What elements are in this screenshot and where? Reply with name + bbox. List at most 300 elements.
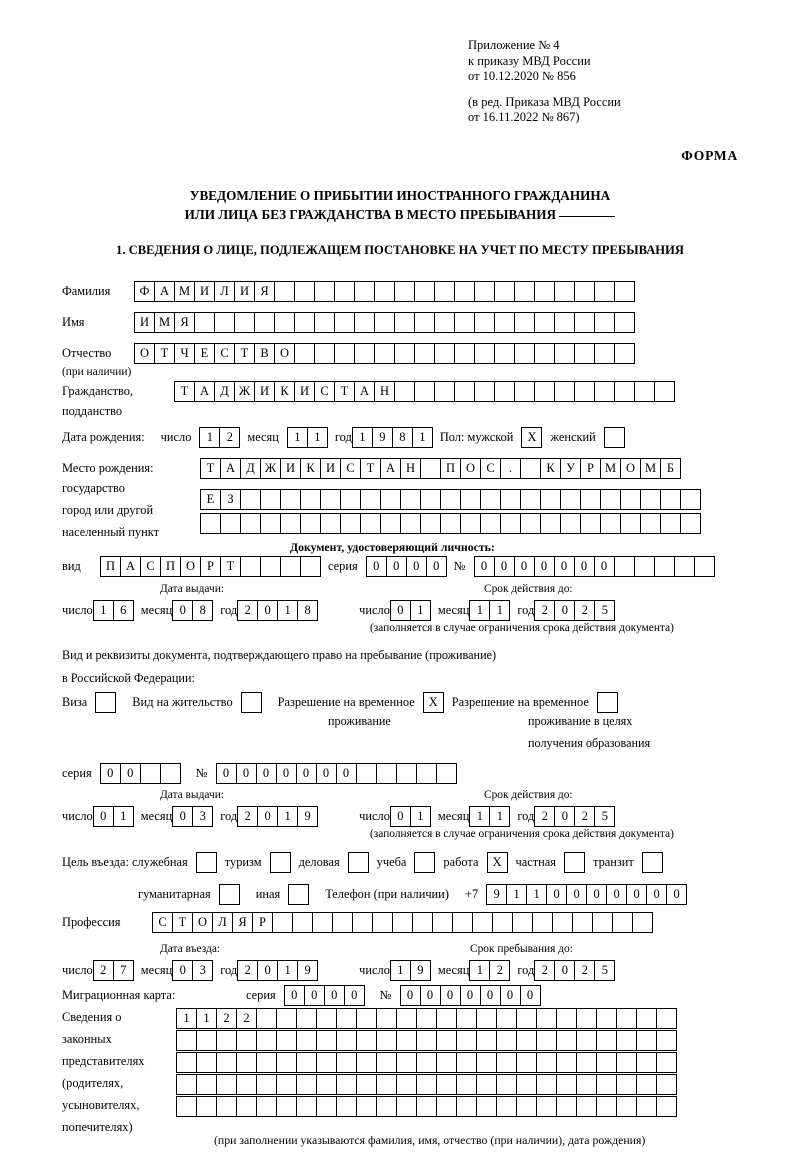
char-cell[interactable]: О (620, 458, 641, 479)
representatives-line-3-input[interactable] (176, 1052, 676, 1073)
char-cell[interactable] (536, 1030, 557, 1051)
char-cell[interactable] (500, 489, 521, 510)
char-cell[interactable]: 0 (257, 806, 278, 827)
char-cell[interactable]: Д (214, 381, 235, 402)
char-cell[interactable] (160, 763, 181, 784)
entry-day-input[interactable] (93, 960, 133, 981)
char-cell[interactable] (280, 556, 301, 577)
char-cell[interactable]: 0 (586, 884, 607, 905)
char-cell[interactable] (456, 1008, 477, 1029)
stay-valid-year-input[interactable] (534, 806, 614, 827)
purpose-official-checkbox[interactable] (196, 852, 217, 873)
citizenship-input[interactable] (174, 381, 674, 402)
char-cell[interactable]: 0 (120, 763, 141, 784)
phone-input[interactable] (486, 884, 686, 905)
char-cell[interactable] (456, 1052, 477, 1073)
char-cell[interactable]: М (640, 458, 661, 479)
char-cell[interactable] (660, 489, 681, 510)
char-cell[interactable] (280, 513, 301, 534)
char-cell[interactable]: 5 (594, 960, 615, 981)
char-cell[interactable] (514, 381, 535, 402)
char-cell[interactable]: 0 (172, 806, 193, 827)
char-cell[interactable] (296, 1074, 317, 1095)
char-cell[interactable]: 9 (297, 960, 318, 981)
char-cell[interactable]: 2 (489, 960, 510, 981)
char-cell[interactable]: 9 (372, 427, 393, 448)
valid-day-input[interactable] (390, 600, 430, 621)
char-cell[interactable] (620, 513, 641, 534)
char-cell[interactable]: 3 (192, 806, 213, 827)
char-cell[interactable] (576, 1008, 597, 1029)
sex-male-checkbox[interactable]: X (521, 427, 542, 448)
char-cell[interactable]: К (274, 381, 295, 402)
char-cell[interactable]: 2 (236, 1008, 257, 1029)
char-cell[interactable] (576, 1096, 597, 1117)
char-cell[interactable] (376, 1096, 397, 1117)
char-cell[interactable] (276, 1008, 297, 1029)
char-cell[interactable] (394, 281, 415, 302)
char-cell[interactable]: 0 (566, 884, 587, 905)
char-cell[interactable] (454, 381, 475, 402)
char-cell[interactable] (236, 1096, 257, 1117)
purpose-humanitarian-checkbox[interactable] (219, 884, 240, 905)
migration-number-input[interactable] (400, 985, 540, 1006)
char-cell[interactable] (334, 312, 355, 333)
char-cell[interactable]: Б (660, 458, 681, 479)
char-cell[interactable] (616, 1008, 637, 1029)
char-cell[interactable] (476, 1008, 497, 1029)
char-cell[interactable]: Ф (134, 281, 155, 302)
char-cell[interactable] (294, 312, 315, 333)
profession-input[interactable] (152, 912, 652, 933)
char-cell[interactable] (576, 1052, 597, 1073)
char-cell[interactable]: 0 (480, 985, 501, 1006)
char-cell[interactable] (654, 556, 675, 577)
char-cell[interactable] (296, 1096, 317, 1117)
char-cell[interactable] (276, 1096, 297, 1117)
char-cell[interactable] (354, 343, 375, 364)
char-cell[interactable]: 1 (469, 806, 490, 827)
char-cell[interactable] (374, 343, 395, 364)
stay-series-input[interactable] (100, 763, 180, 784)
char-cell[interactable]: Я (232, 912, 253, 933)
char-cell[interactable]: Р (252, 912, 273, 933)
id-number-input[interactable] (474, 556, 714, 577)
char-cell[interactable] (596, 1096, 617, 1117)
char-cell[interactable] (574, 381, 595, 402)
char-cell[interactable] (396, 763, 417, 784)
char-cell[interactable] (556, 1096, 577, 1117)
char-cell[interactable] (534, 281, 555, 302)
representatives-line-4-input[interactable] (176, 1074, 676, 1095)
char-cell[interactable]: И (254, 381, 275, 402)
char-cell[interactable]: 0 (336, 763, 357, 784)
char-cell[interactable]: 1 (277, 806, 298, 827)
char-cell[interactable] (516, 1052, 537, 1073)
char-cell[interactable]: И (320, 458, 341, 479)
char-cell[interactable] (276, 1030, 297, 1051)
char-cell[interactable]: О (180, 556, 201, 577)
char-cell[interactable] (314, 343, 335, 364)
char-cell[interactable] (552, 912, 573, 933)
char-cell[interactable] (420, 458, 441, 479)
char-cell[interactable]: С (480, 458, 501, 479)
char-cell[interactable]: 0 (420, 985, 441, 1006)
char-cell[interactable] (514, 312, 535, 333)
char-cell[interactable] (360, 513, 381, 534)
char-cell[interactable] (316, 1030, 337, 1051)
char-cell[interactable] (336, 1074, 357, 1095)
char-cell[interactable]: 9 (410, 960, 431, 981)
char-cell[interactable]: 2 (237, 600, 258, 621)
char-cell[interactable]: Л (212, 912, 233, 933)
char-cell[interactable] (576, 1030, 597, 1051)
issue-day-input[interactable] (93, 600, 133, 621)
entry-month-input[interactable] (172, 960, 212, 981)
char-cell[interactable] (236, 1052, 257, 1073)
char-cell[interactable]: 0 (216, 763, 237, 784)
char-cell[interactable] (396, 1096, 417, 1117)
char-cell[interactable] (574, 343, 595, 364)
char-cell[interactable] (356, 1052, 377, 1073)
char-cell[interactable] (694, 556, 715, 577)
char-cell[interactable] (196, 1030, 217, 1051)
char-cell[interactable] (340, 489, 361, 510)
char-cell[interactable] (412, 912, 433, 933)
char-cell[interactable]: Е (200, 489, 221, 510)
char-cell[interactable] (640, 513, 661, 534)
char-cell[interactable] (176, 1074, 197, 1095)
char-cell[interactable]: С (152, 912, 173, 933)
char-cell[interactable] (400, 489, 421, 510)
birth-year-input[interactable] (352, 427, 432, 448)
char-cell[interactable] (256, 1052, 277, 1073)
char-cell[interactable]: 0 (390, 600, 411, 621)
char-cell[interactable] (636, 1052, 657, 1073)
char-cell[interactable] (474, 381, 495, 402)
stay-issue-day-input[interactable] (93, 806, 133, 827)
char-cell[interactable] (594, 312, 615, 333)
char-cell[interactable]: 0 (606, 884, 627, 905)
char-cell[interactable] (336, 1030, 357, 1051)
char-cell[interactable] (376, 763, 397, 784)
char-cell[interactable]: А (220, 458, 241, 479)
char-cell[interactable] (656, 1096, 677, 1117)
char-cell[interactable]: 0 (574, 556, 595, 577)
char-cell[interactable] (394, 312, 415, 333)
char-cell[interactable]: 0 (172, 600, 193, 621)
char-cell[interactable] (276, 1074, 297, 1095)
char-cell[interactable]: 0 (400, 985, 421, 1006)
purpose-private-checkbox[interactable] (564, 852, 585, 873)
char-cell[interactable] (592, 912, 613, 933)
char-cell[interactable] (216, 1052, 237, 1073)
char-cell[interactable]: 9 (297, 806, 318, 827)
char-cell[interactable] (392, 912, 413, 933)
char-cell[interactable] (656, 1008, 677, 1029)
char-cell[interactable] (636, 1008, 657, 1029)
char-cell[interactable]: 1 (526, 884, 547, 905)
char-cell[interactable] (496, 1008, 517, 1029)
char-cell[interactable] (420, 489, 441, 510)
char-cell[interactable] (516, 1030, 537, 1051)
char-cell[interactable] (474, 281, 495, 302)
char-cell[interactable] (452, 912, 473, 933)
sex-female-checkbox[interactable] (604, 427, 625, 448)
char-cell[interactable] (654, 381, 675, 402)
char-cell[interactable] (476, 1096, 497, 1117)
char-cell[interactable] (660, 513, 681, 534)
char-cell[interactable]: М (154, 312, 175, 333)
char-cell[interactable]: С (314, 381, 335, 402)
char-cell[interactable]: Я (254, 281, 275, 302)
char-cell[interactable]: 1 (390, 960, 411, 981)
char-cell[interactable]: О (192, 912, 213, 933)
char-cell[interactable] (254, 312, 275, 333)
char-cell[interactable] (256, 1008, 277, 1029)
char-cell[interactable]: 5 (594, 600, 615, 621)
char-cell[interactable] (534, 343, 555, 364)
char-cell[interactable] (434, 281, 455, 302)
char-cell[interactable]: 1 (199, 427, 220, 448)
char-cell[interactable] (396, 1074, 417, 1095)
char-cell[interactable] (216, 1096, 237, 1117)
char-cell[interactable] (600, 513, 621, 534)
char-cell[interactable]: 2 (534, 960, 555, 981)
char-cell[interactable]: 1 (196, 1008, 217, 1029)
char-cell[interactable] (596, 1030, 617, 1051)
char-cell[interactable] (354, 281, 375, 302)
char-cell[interactable] (554, 312, 575, 333)
migration-series-input[interactable] (284, 985, 364, 1006)
char-cell[interactable] (196, 1052, 217, 1073)
char-cell[interactable]: 0 (554, 960, 575, 981)
char-cell[interactable] (514, 281, 535, 302)
char-cell[interactable] (294, 281, 315, 302)
char-cell[interactable]: Е (194, 343, 215, 364)
char-cell[interactable] (436, 1008, 457, 1029)
purpose-transit-checkbox[interactable] (642, 852, 663, 873)
char-cell[interactable]: 0 (554, 600, 575, 621)
char-cell[interactable]: А (120, 556, 141, 577)
birth-place-line-2-input[interactable] (200, 489, 700, 510)
char-cell[interactable] (580, 489, 601, 510)
char-cell[interactable] (394, 343, 415, 364)
char-cell[interactable]: 0 (344, 985, 365, 1006)
char-cell[interactable] (474, 312, 495, 333)
id-kind-input[interactable] (100, 556, 320, 577)
char-cell[interactable] (176, 1096, 197, 1117)
char-cell[interactable] (260, 556, 281, 577)
visa-checkbox[interactable] (95, 692, 116, 713)
char-cell[interactable] (574, 312, 595, 333)
char-cell[interactable] (560, 513, 581, 534)
patronymic-input[interactable] (134, 343, 634, 364)
stay-until-month-input[interactable] (469, 960, 509, 981)
char-cell[interactable] (454, 343, 475, 364)
char-cell[interactable] (416, 1008, 437, 1029)
char-cell[interactable] (594, 281, 615, 302)
char-cell[interactable] (356, 1096, 377, 1117)
char-cell[interactable] (500, 513, 521, 534)
char-cell[interactable] (320, 513, 341, 534)
char-cell[interactable] (536, 1096, 557, 1117)
char-cell[interactable] (520, 513, 541, 534)
char-cell[interactable] (596, 1074, 617, 1095)
char-cell[interactable]: 2 (574, 806, 595, 827)
char-cell[interactable] (614, 343, 635, 364)
char-cell[interactable] (436, 1030, 457, 1051)
issue-year-input[interactable] (237, 600, 317, 621)
char-cell[interactable]: К (540, 458, 561, 479)
char-cell[interactable] (374, 281, 395, 302)
char-cell[interactable]: 0 (386, 556, 407, 577)
char-cell[interactable]: . (500, 458, 521, 479)
char-cell[interactable] (554, 281, 575, 302)
char-cell[interactable] (380, 513, 401, 534)
char-cell[interactable]: 2 (93, 960, 114, 981)
char-cell[interactable] (456, 1096, 477, 1117)
char-cell[interactable] (434, 343, 455, 364)
char-cell[interactable] (356, 1008, 377, 1029)
char-cell[interactable]: 1 (489, 600, 510, 621)
char-cell[interactable]: 0 (257, 960, 278, 981)
char-cell[interactable] (656, 1074, 677, 1095)
purpose-study-checkbox[interactable] (414, 852, 435, 873)
char-cell[interactable] (536, 1008, 557, 1029)
char-cell[interactable] (516, 1096, 537, 1117)
char-cell[interactable]: 1 (113, 806, 134, 827)
char-cell[interactable] (256, 1096, 277, 1117)
char-cell[interactable]: 0 (390, 806, 411, 827)
char-cell[interactable] (556, 1074, 577, 1095)
char-cell[interactable]: Р (580, 458, 601, 479)
char-cell[interactable] (396, 1052, 417, 1073)
char-cell[interactable] (512, 912, 533, 933)
char-cell[interactable] (516, 1074, 537, 1095)
char-cell[interactable]: 8 (392, 427, 413, 448)
char-cell[interactable]: 0 (236, 763, 257, 784)
char-cell[interactable] (356, 763, 377, 784)
char-cell[interactable] (236, 1074, 257, 1095)
representatives-line-1-input[interactable] (176, 1008, 676, 1029)
char-cell[interactable] (214, 312, 235, 333)
char-cell[interactable]: О (274, 343, 295, 364)
char-cell[interactable] (554, 381, 575, 402)
char-cell[interactable]: 0 (440, 985, 461, 1006)
char-cell[interactable]: П (160, 556, 181, 577)
stay-issue-year-input[interactable] (237, 806, 317, 827)
char-cell[interactable] (334, 343, 355, 364)
char-cell[interactable] (140, 763, 161, 784)
char-cell[interactable]: В (254, 343, 275, 364)
char-cell[interactable] (572, 912, 593, 933)
char-cell[interactable] (356, 1074, 377, 1095)
char-cell[interactable] (240, 556, 261, 577)
char-cell[interactable] (614, 281, 635, 302)
char-cell[interactable] (256, 1074, 277, 1095)
char-cell[interactable] (332, 912, 353, 933)
char-cell[interactable]: М (174, 281, 195, 302)
char-cell[interactable] (240, 513, 261, 534)
char-cell[interactable] (296, 1008, 317, 1029)
char-cell[interactable] (396, 1008, 417, 1029)
char-cell[interactable]: 0 (460, 985, 481, 1006)
char-cell[interactable] (234, 312, 255, 333)
char-cell[interactable] (460, 513, 481, 534)
char-cell[interactable] (416, 763, 437, 784)
char-cell[interactable]: 0 (534, 556, 555, 577)
char-cell[interactable] (414, 343, 435, 364)
char-cell[interactable] (216, 1074, 237, 1095)
char-cell[interactable] (596, 1008, 617, 1029)
char-cell[interactable] (476, 1052, 497, 1073)
char-cell[interactable] (360, 489, 381, 510)
char-cell[interactable]: А (380, 458, 401, 479)
char-cell[interactable]: А (354, 381, 375, 402)
char-cell[interactable] (614, 381, 635, 402)
char-cell[interactable] (656, 1052, 677, 1073)
char-cell[interactable]: 0 (494, 556, 515, 577)
char-cell[interactable] (416, 1052, 437, 1073)
char-cell[interactable] (460, 489, 481, 510)
char-cell[interactable] (454, 312, 475, 333)
char-cell[interactable]: 0 (514, 556, 535, 577)
char-cell[interactable]: Т (172, 912, 193, 933)
char-cell[interactable] (240, 489, 261, 510)
purpose-tourism-checkbox[interactable] (270, 852, 291, 873)
temp-residence-checkbox[interactable]: X (423, 692, 444, 713)
char-cell[interactable]: 0 (594, 556, 615, 577)
char-cell[interactable] (600, 489, 621, 510)
valid-year-input[interactable] (534, 600, 614, 621)
char-cell[interactable]: Я (174, 312, 195, 333)
char-cell[interactable] (594, 343, 615, 364)
char-cell[interactable] (520, 458, 541, 479)
char-cell[interactable]: 0 (406, 556, 427, 577)
char-cell[interactable] (380, 489, 401, 510)
birth-month-input[interactable] (287, 427, 327, 448)
char-cell[interactable] (574, 281, 595, 302)
char-cell[interactable] (534, 312, 555, 333)
char-cell[interactable] (636, 1030, 657, 1051)
char-cell[interactable] (514, 343, 535, 364)
char-cell[interactable]: 0 (646, 884, 667, 905)
char-cell[interactable]: 1 (469, 600, 490, 621)
char-cell[interactable]: О (460, 458, 481, 479)
char-cell[interactable] (480, 513, 501, 534)
char-cell[interactable] (594, 381, 615, 402)
char-cell[interactable] (620, 489, 641, 510)
char-cell[interactable] (352, 912, 373, 933)
char-cell[interactable] (414, 312, 435, 333)
issue-month-input[interactable] (172, 600, 212, 621)
char-cell[interactable] (292, 912, 313, 933)
char-cell[interactable] (494, 343, 515, 364)
char-cell[interactable]: С (140, 556, 161, 577)
char-cell[interactable]: И (234, 281, 255, 302)
char-cell[interactable]: 8 (192, 600, 213, 621)
char-cell[interactable]: Ж (260, 458, 281, 479)
char-cell[interactable] (496, 1030, 517, 1051)
char-cell[interactable] (634, 556, 655, 577)
char-cell[interactable] (260, 489, 281, 510)
char-cell[interactable] (436, 763, 457, 784)
char-cell[interactable]: С (214, 343, 235, 364)
char-cell[interactable]: 0 (626, 884, 647, 905)
char-cell[interactable]: И (280, 458, 301, 479)
char-cell[interactable] (432, 912, 453, 933)
